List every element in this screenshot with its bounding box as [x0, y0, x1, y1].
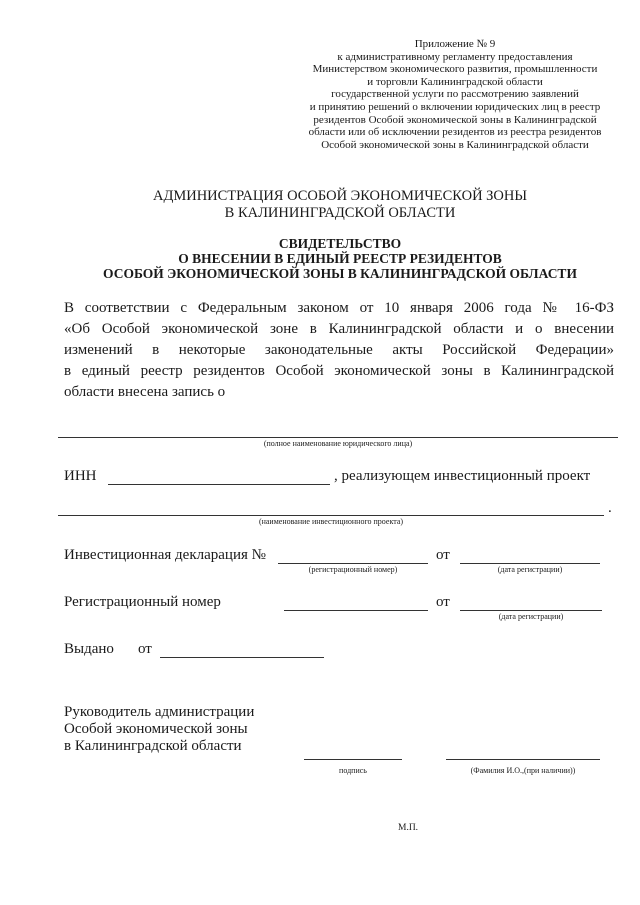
appendix-header — [290, 38, 620, 151]
declaration-label: Инвестиционная декларация № — [64, 547, 266, 563]
signature-line — [304, 759, 402, 760]
appendix-line: резидентов Особой экономической зоны в Калининградской — [313, 113, 597, 126]
stamp-place: М.П. — [398, 823, 419, 833]
issued-from: от — [138, 641, 152, 657]
appendix-line: Министерством экономического развития, промышленности — [312, 63, 598, 76]
signatory-name-caption: (Фамилия И.О.,(при наличии)) — [470, 766, 576, 775]
full-name-signatory-line — [446, 759, 600, 760]
certificate-title-line: ОСОБОЙ ЭКОНОМИЧЕСКОЙ ЗОНЫ В КАЛИНИНГРАДСКОЙ ОБЛАСТИ — [103, 266, 577, 281]
signatory-title-line: Руководитель администрации — [64, 704, 255, 720]
issued-date-line — [160, 657, 324, 658]
body-line: в единый реестр резидентов Особой экономической зоны в Калининградской — [64, 363, 614, 379]
appendix-line: области или об исключении резидентов из реестра резидентов — [308, 126, 602, 139]
issued-label: Выдано — [64, 641, 114, 657]
administration-title — [40, 188, 640, 222]
signature-caption: подпись — [339, 766, 367, 775]
signatory-title-line: в Калининградской области — [64, 738, 242, 754]
full-name-caption: (полное наименование юридического лица) — [263, 439, 413, 448]
signatory-title-line: Особой экономической зоны — [64, 721, 248, 737]
certificate-title-line: СВИДЕТЕЛЬСТВО — [278, 236, 402, 251]
full-name-line — [58, 437, 618, 438]
implementing-text: , реализующем инвестиционный проект — [334, 468, 591, 484]
declaration-number-caption: (регистрационный номер) — [308, 565, 398, 574]
appendix-line: и торговли Калининградской области — [367, 75, 543, 88]
declaration-date-caption: (дата регистрации) — [497, 565, 563, 574]
registration-from: от — [436, 594, 450, 610]
inn-label: ИНН — [64, 468, 97, 484]
appendix-line: к административному регламенту предоставления — [337, 50, 573, 63]
registration-number-line — [284, 610, 428, 611]
project-name-line — [58, 515, 604, 516]
body-line: В соответствии с Федеральным законом от 10 января 2006 года № 16-ФЗ — [64, 300, 614, 316]
appendix-line: государственной услуги по рассмотрению заявлений — [331, 88, 579, 101]
appendix-line: Особой экономической зоны в Калининградской области — [321, 138, 589, 151]
body-line: изменений в некоторые законодательные акты Российской Федерации» — [64, 342, 614, 358]
body-line: области внесена запись о — [64, 384, 226, 400]
administration-title-line: В КАЛИНИНГРАДСКОЙ ОБЛАСТИ — [224, 205, 456, 221]
declaration-date-line — [460, 563, 600, 564]
body-line: «Об Особой экономической зоне в Калининградской области и о внесении — [64, 321, 614, 337]
body-paragraph — [64, 298, 614, 403]
appendix-line: и принятию решений о включении юридических лиц в реестр — [309, 100, 601, 113]
inn-line — [108, 484, 330, 485]
registration-date-caption: (дата регистрации) — [498, 612, 564, 621]
certificate-title-line: О ВНЕСЕНИИ В ЕДИНЫЙ РЕЕСТР РЕЗИДЕНТОВ — [178, 251, 502, 266]
project-period: . — [608, 500, 612, 516]
declaration-number-line — [278, 563, 428, 564]
appendix-line: Приложение № 9 — [414, 38, 496, 50]
declaration-from: от — [436, 547, 450, 563]
registration-date-line — [460, 610, 602, 611]
signatory-title — [64, 704, 254, 755]
registration-label: Регистрационный номер — [64, 594, 221, 610]
certificate-title — [40, 236, 640, 281]
administration-title-line: АДМИНИСТРАЦИЯ ОСОБОЙ ЭКОНОМИЧЕСКОЙ ЗОНЫ — [152, 188, 528, 204]
project-name-caption: (наименование инвестиционного проекта) — [258, 517, 404, 526]
